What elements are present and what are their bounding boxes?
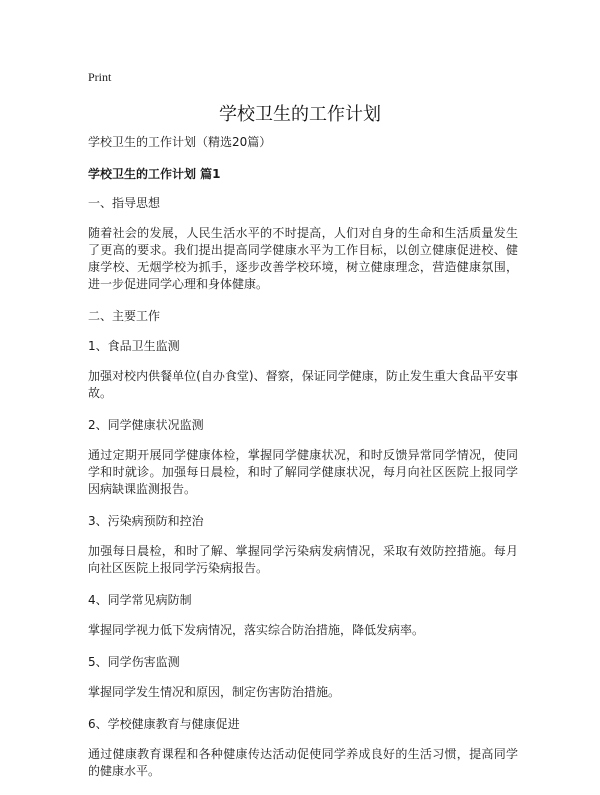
section-title: 学校卫生的工作计划 篇1 [88, 167, 221, 181]
paragraph-health-status: 通过定期开展同学健康体检，掌握同学健康状况，和时反馈异常同学情况，使同学和时就诊。加强每日晨检，和时了解同学健康状况，每月向社区医院上报同学因病缺课监测报告。 [88, 448, 518, 496]
heading-health-education: 6、学校健康教育与健康促进 [88, 717, 240, 731]
heading-common-disease: 4、同学常见病防制 [88, 593, 192, 607]
paragraph-health-education: 通过健康教育课程和各种健康传达活动促使同学养成良好的生活习惯，提高同学的健康水平。 [88, 747, 518, 778]
heading-food-hygiene: 1、食品卫生监测 [88, 339, 180, 353]
paragraph-injury-monitoring: 掌握同学发生情况和原因，制定伤害防治措施。 [88, 685, 341, 699]
print-label[interactable]: Print [88, 70, 112, 84]
paragraph-guiding-ideology: 随着社会的发展，人民生活水平的不时提高，人们对自身的生命和生活质量发生了更高的要求。我们提出提高同学健康水平为工作目标，以创立健康促进校、健康学校、无烟学校为抓手，逐步改善学校环境，树立健康理念，营造健康氛围，进一步促进同学心理和身体健康。 [88, 226, 518, 291]
heading-guiding-ideology: 一、指导思想 [88, 196, 161, 210]
heading-main-work: 二、主要工作 [88, 309, 161, 323]
paragraph-common-disease: 掌握同学视力低下发病情况，落实综合防治措施，降低发病率。 [88, 623, 425, 637]
page-title: 学校卫生的工作计划 [219, 104, 381, 125]
document-body [88, 134, 518, 795]
paragraph-food-hygiene: 加强对校内供餐单位(自办食堂)、督察，保证同学健康，防止发生重大食品平安事故。 [88, 369, 518, 400]
heading-disease-control: 3、污染病预防和控治 [88, 514, 204, 528]
document-subtitle: 学校卫生的工作计划（精选20篇） [88, 135, 272, 149]
heading-health-status: 2、同学健康状况监测 [88, 418, 204, 432]
paragraph-disease-control: 加强每日晨检，和时了解、掌握同学污染病发病情况，采取有效防控措施。每月向社区医院上报同学污染病报告。 [88, 544, 518, 575]
heading-injury-monitoring: 5、同学伤害监测 [88, 655, 180, 669]
